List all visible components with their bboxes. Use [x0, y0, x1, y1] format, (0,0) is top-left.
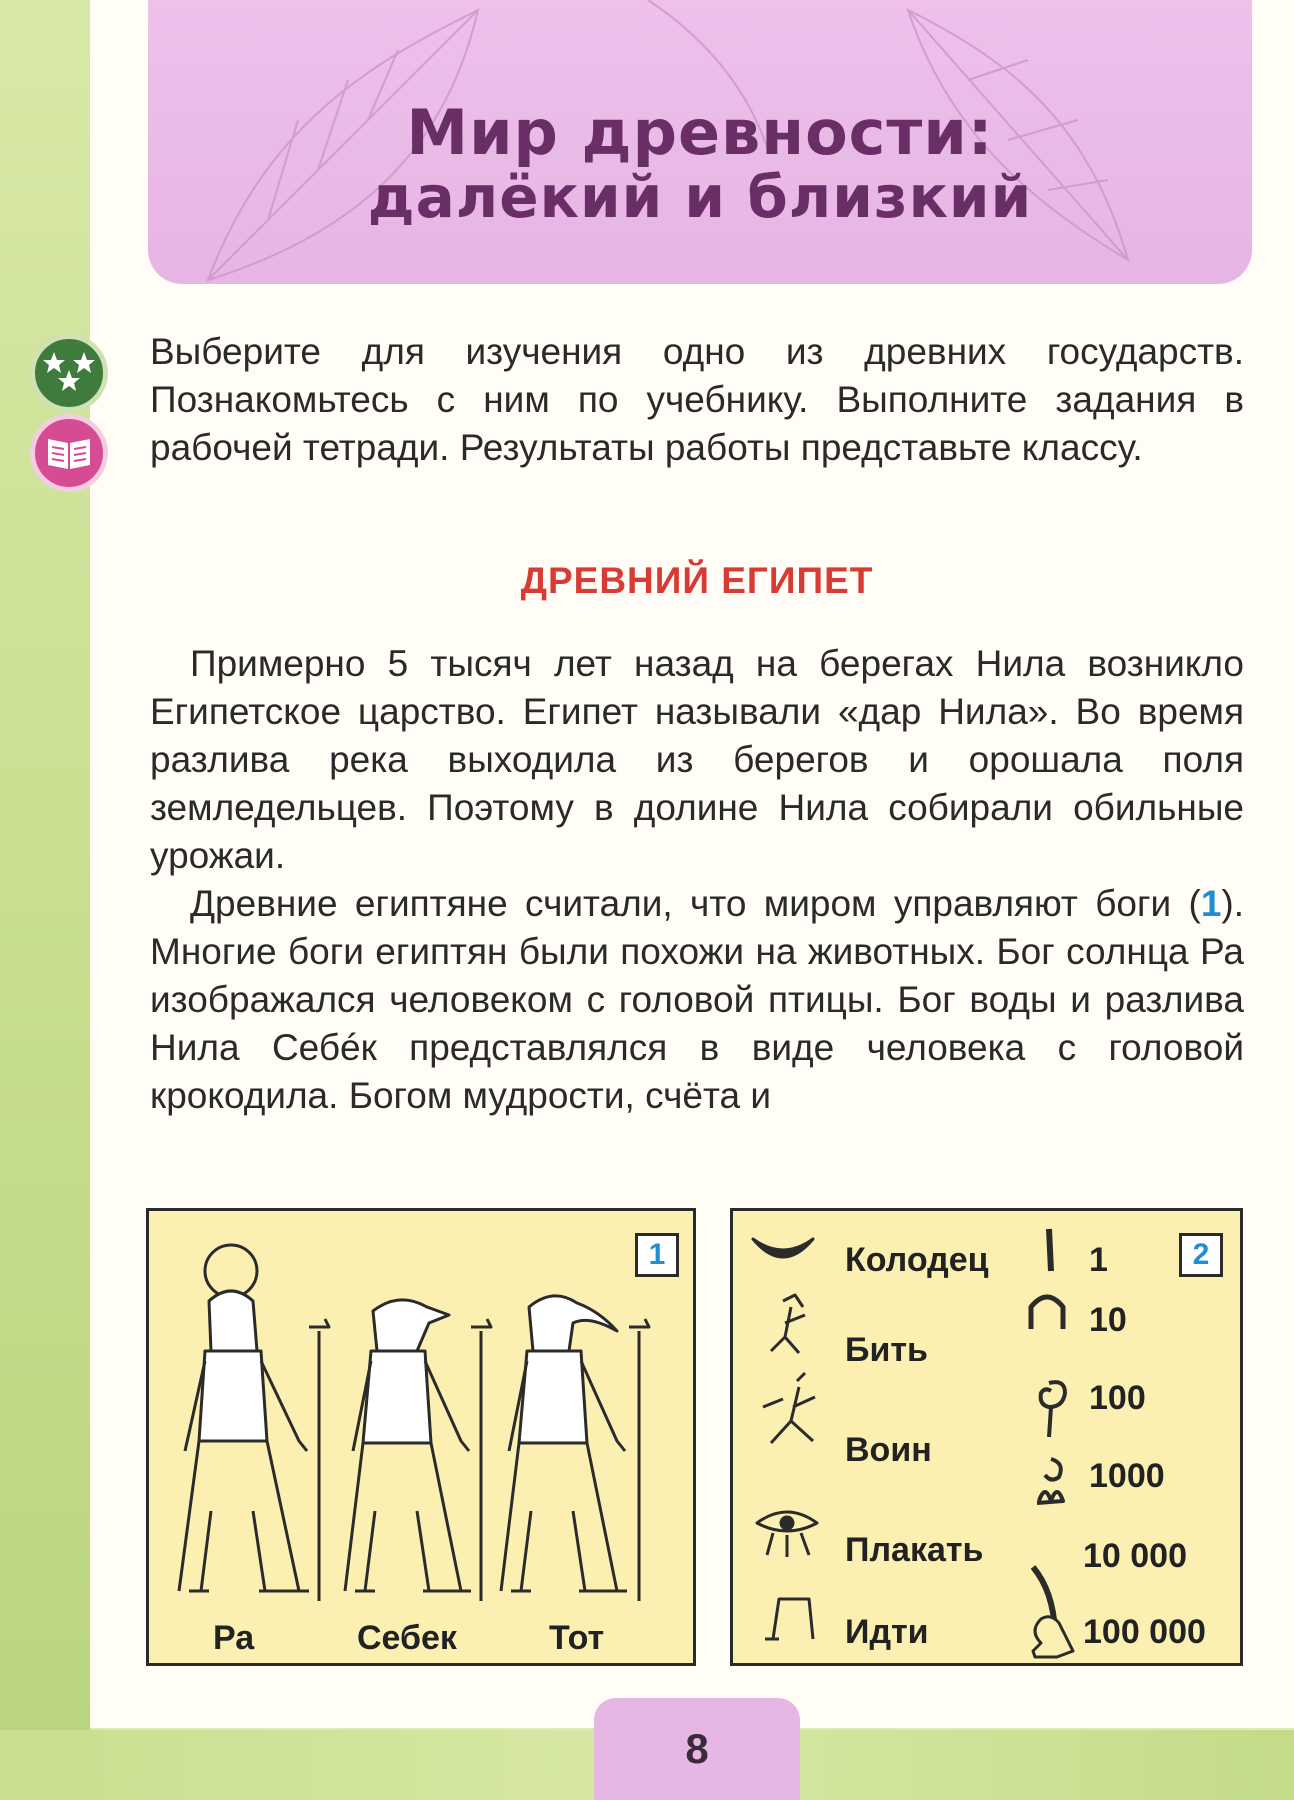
numeral-10000: 10 000 [1083, 1537, 1187, 1575]
hieroglyph-word-go: Идти [845, 1613, 929, 1651]
hieroglyph-word-well: Колодец [845, 1241, 989, 1279]
hieroglyph-word-cry: Плакать [845, 1531, 984, 1569]
hieroglyph-word-beat: Бить [845, 1331, 928, 1369]
god-label-sebek: Себек [357, 1619, 457, 1657]
egyptian-gods-illustration-icon [149, 1211, 693, 1611]
numeral-100: 100 [1089, 1379, 1146, 1417]
hieroglyph-word-warrior: Воин [845, 1431, 932, 1469]
numeral-10: 10 [1089, 1301, 1127, 1339]
god-label-tot: Тот [549, 1619, 605, 1657]
stars-badge-icon [39, 348, 99, 398]
figure-number-1: 1 [635, 1233, 679, 1277]
page-title-line2: далёкий и близкий [367, 163, 1033, 231]
figure-reference-1: 1 [1200, 883, 1222, 924]
numeral-100000: 100 000 [1083, 1613, 1206, 1651]
page-title-line1: Мир древности: [406, 96, 994, 169]
page-number: 8 [594, 1698, 800, 1800]
paragraph-2 [150, 880, 1244, 1120]
god-label-ra: Ра [213, 1619, 255, 1657]
intro-paragraph: Выберите для изучения одно из древних государств. Познакомьтесь с ним по учебнику. Выполните задания в рабочей тетради. Результаты работы представьте классу. [150, 331, 1244, 468]
section-heading: ДРЕВНИЙ ЕГИПЕТ [520, 560, 874, 601]
paragraph-1: Примерно 5 тысяч лет назад на берегах Нила возникло Египетское царство. Египет называли «дар Нила». Во время разлива река выходила из берегов и орошала поля земледельцев. Поэтому в долине Нила собирали обильные урожаи. [150, 643, 1244, 876]
body-text [150, 640, 1244, 1120]
stars-badge [30, 334, 108, 412]
paragraph-2-start: Древние египтяне считали, что миром управляют боги ( [190, 883, 1201, 924]
figure-number-2: 2 [1179, 1233, 1223, 1277]
book-badge [30, 414, 108, 492]
left-margin-background [0, 0, 90, 1800]
paragraph-2-end: ). Многие боги египтян были похожи на животных. Бог солнца Ра изображался человеком с головой птицы. Бог воды и разлива Нила Себéк представлялся в виде человека с головой крокодила. Богом мудрости, счёта и [150, 883, 1244, 1116]
title-banner [148, 0, 1252, 284]
book-badge-icon [44, 433, 94, 473]
figure-gods [146, 1208, 696, 1666]
figure-hieroglyphs [730, 1208, 1243, 1666]
numeral-1000: 1000 [1089, 1457, 1165, 1495]
numeral-1: 1 [1089, 1241, 1108, 1279]
